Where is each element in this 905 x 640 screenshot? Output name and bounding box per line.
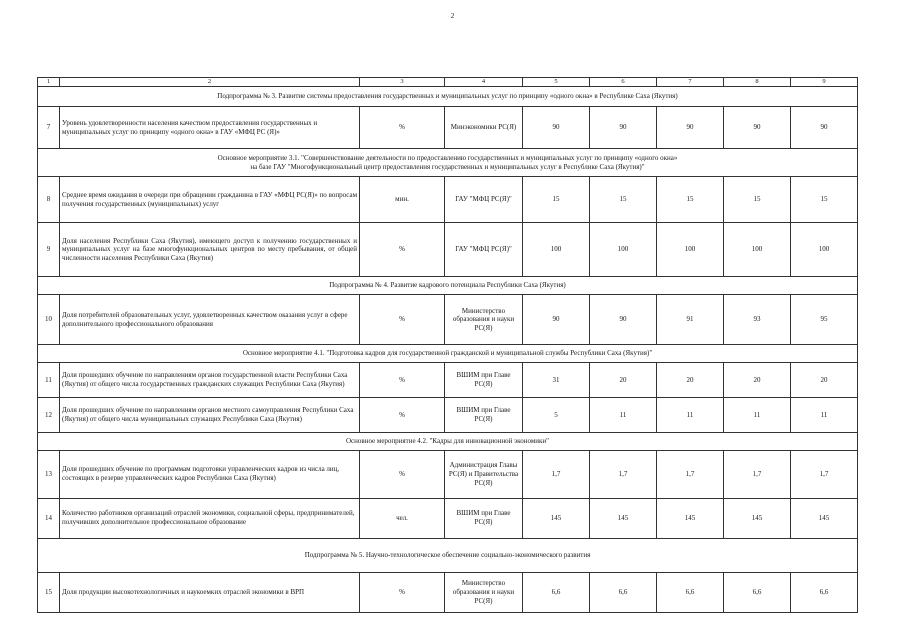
value-cell: 93 (724, 295, 791, 345)
unit-cell: % (360, 572, 445, 612)
row-number: 8 (38, 177, 60, 223)
value-cell: 15 (791, 177, 858, 223)
indicator-name: Доля потребителей образовательных услуг, удовлетворенных качеством оказания услуг в сфере дополнительного профессионального образования (60, 295, 360, 345)
value-cell: 90 (523, 295, 590, 345)
value-cell: 90 (791, 107, 858, 149)
table-row (38, 498, 858, 538)
value-cell: 6,6 (590, 572, 657, 612)
value-cell: 6,6 (657, 572, 724, 612)
value-cell: 15 (724, 177, 791, 223)
indicator-name: Уровень удовлетворенности населения качеством предоставления государственных и муниципальных услуг по принципу «одного окна» в ГАУ «МФЦ РС (Я)» (60, 107, 360, 149)
indicator-name: Доля прошедших обучение по направлениям органов государственной власти Республики Саха (Якутия) от общего числа государственных гражданских служащих Республики Саха (Якутия) (60, 362, 360, 397)
value-cell: 90 (724, 107, 791, 149)
unit-cell: % (360, 107, 445, 149)
value-cell: 20 (657, 362, 724, 397)
value-cell: 5 (523, 397, 590, 432)
column-number: 2 (60, 78, 360, 87)
value-cell: 6,6 (724, 572, 791, 612)
section-row (38, 149, 858, 177)
value-cell: 1,7 (657, 450, 724, 498)
unit-cell: % (360, 362, 445, 397)
column-number: 8 (724, 78, 791, 87)
page-number: 2 (450, 12, 455, 20)
row-number: 13 (38, 450, 60, 498)
column-number: 7 (657, 78, 724, 87)
value-cell: 11 (657, 397, 724, 432)
value-cell: 1,7 (523, 450, 590, 498)
value-cell: 100 (657, 223, 724, 277)
unit-cell: мин. (360, 177, 445, 223)
section-title: Подпрограмма № 4. Развитие кадрового потенциала Республики Саха (Якутия) (38, 277, 858, 295)
indicator-name: Доля населения Республики Саха (Якутия), имеющего доступ к получению государственных и муниципальных услуг на базе многофункциональных центров по месту пребывания, от общей численности населения Республики Саха (Якутия) (60, 223, 360, 277)
indicator-name: Доля прошедших обучение по направлениям органов местного самоуправления Республики Саха (Якутия) от общего числа муниципальных служащих Республики Саха (Якутия) (60, 397, 360, 432)
value-cell: 11 (724, 397, 791, 432)
unit-cell: % (360, 450, 445, 498)
value-cell: 145 (590, 498, 657, 538)
table-row (38, 397, 858, 432)
column-number: 1 (38, 78, 60, 87)
section-title: Основное мероприятие 4.1. "Подготовка кадров для государственной гражданской и муниципальной службы Республики Саха (Якутия)" (38, 345, 858, 363)
table-row (38, 572, 858, 612)
unit-cell: % (360, 295, 445, 345)
table-row (38, 223, 858, 277)
value-cell: 31 (523, 362, 590, 397)
value-cell: 15 (523, 177, 590, 223)
section-title: Подпрограмма № 5. Научно-технологическое обеспечение социально-экономического развития (38, 538, 858, 572)
value-cell: 91 (657, 295, 724, 345)
value-cell: 11 (590, 397, 657, 432)
column-number: 5 (523, 78, 590, 87)
source-cell: Минэкономики РС(Я) (445, 107, 523, 149)
row-number: 15 (38, 572, 60, 612)
section-row (38, 345, 858, 363)
value-cell: 6,6 (791, 572, 858, 612)
value-cell: 145 (657, 498, 724, 538)
unit-cell: % (360, 223, 445, 277)
value-cell: 145 (724, 498, 791, 538)
value-cell: 145 (523, 498, 590, 538)
column-number-row (38, 78, 858, 87)
unit-cell: % (360, 397, 445, 432)
section-row (38, 277, 858, 295)
column-number: 6 (590, 78, 657, 87)
value-cell: 90 (657, 107, 724, 149)
section-title-line: на базе ГАУ "Многофункциональный центр предоставления государственных и муниципальных услуг в Республике Саха (Якутия)" (250, 162, 645, 171)
source-cell: Министерство образования и науки РС(Я) (445, 572, 523, 612)
value-cell: 15 (590, 177, 657, 223)
column-number: 4 (445, 78, 523, 87)
row-number: 14 (38, 498, 60, 538)
value-cell: 95 (791, 295, 858, 345)
source-cell: ГАУ "МФЦ РС(Я)" (445, 177, 523, 223)
table-row (38, 295, 858, 345)
table-row (38, 177, 858, 223)
value-cell: 90 (590, 295, 657, 345)
column-number: 3 (360, 78, 445, 87)
section-title (38, 149, 858, 177)
value-cell: 1,7 (590, 450, 657, 498)
value-cell: 100 (590, 223, 657, 277)
value-cell: 90 (590, 107, 657, 149)
row-number: 7 (38, 107, 60, 149)
column-number: 9 (791, 78, 858, 87)
row-number: 11 (38, 362, 60, 397)
indicator-name: Доля продукции высокотехнологичных и наукоемких отраслей экономики в ВРП (60, 572, 360, 612)
value-cell: 1,7 (724, 450, 791, 498)
section-row (38, 432, 858, 450)
row-number: 9 (38, 223, 60, 277)
section-title: Подпрограмма № 3. Развитие системы предоставления государственных и муниципальных услуг по принципу «одного окна» в Республике Саха (Якутия) (38, 87, 858, 107)
value-cell: 20 (724, 362, 791, 397)
value-cell: 100 (791, 223, 858, 277)
value-cell: 1,7 (791, 450, 858, 498)
value-cell: 145 (791, 498, 858, 538)
unit-cell: чел. (360, 498, 445, 538)
value-cell: 15 (657, 177, 724, 223)
source-cell: ВШИМ при Главе РС(Я) (445, 498, 523, 538)
indicator-name: Количество работников организаций отраслей экономики, социальной сферы, предпринимателей, получивших дополнительное профессиональное образование (60, 498, 360, 538)
section-title: Основное мероприятие 4.2. "Кадры для инновационной экономики" (38, 432, 858, 450)
section-title-line: Основное мероприятие 3.1. "Совершенствование деятельности по предоставлению государственных и муниципальных услуг по принципу «одного окна» (217, 153, 678, 162)
row-number: 12 (38, 397, 60, 432)
value-cell: 90 (523, 107, 590, 149)
value-cell: 100 (724, 223, 791, 277)
source-cell: ГАУ "МФЦ РС(Я)" (445, 223, 523, 277)
table-row (38, 107, 858, 149)
source-cell: ВШИМ при Главе РС(Я) (445, 397, 523, 432)
source-cell: Министерство образования и науки РС(Я) (445, 295, 523, 345)
value-cell: 6,6 (523, 572, 590, 612)
value-cell: 20 (791, 362, 858, 397)
indicator-name: Среднее время ожидания в очереди при обращении гражданина в ГАУ «МФЦ РС(Я)» по вопросам получения государственных (муниципальных) услуг (60, 177, 360, 223)
section-row (38, 538, 858, 572)
indicators-table (37, 77, 858, 613)
indicator-name: Доля прошедших обучение по программам подготовки управленческих кадров из числа лиц, состоящих в резерве управленческих кадров Республики Саха (Якутия) (60, 450, 360, 498)
row-number: 10 (38, 295, 60, 345)
table-row (38, 450, 858, 498)
source-cell: Администрация Главы РС(Я) и Правительства РС(Я) (445, 450, 523, 498)
value-cell: 11 (791, 397, 858, 432)
value-cell: 100 (523, 223, 590, 277)
value-cell: 20 (590, 362, 657, 397)
source-cell: ВШИМ при Главе РС(Я) (445, 362, 523, 397)
section-row (38, 87, 858, 107)
table-row (38, 362, 858, 397)
